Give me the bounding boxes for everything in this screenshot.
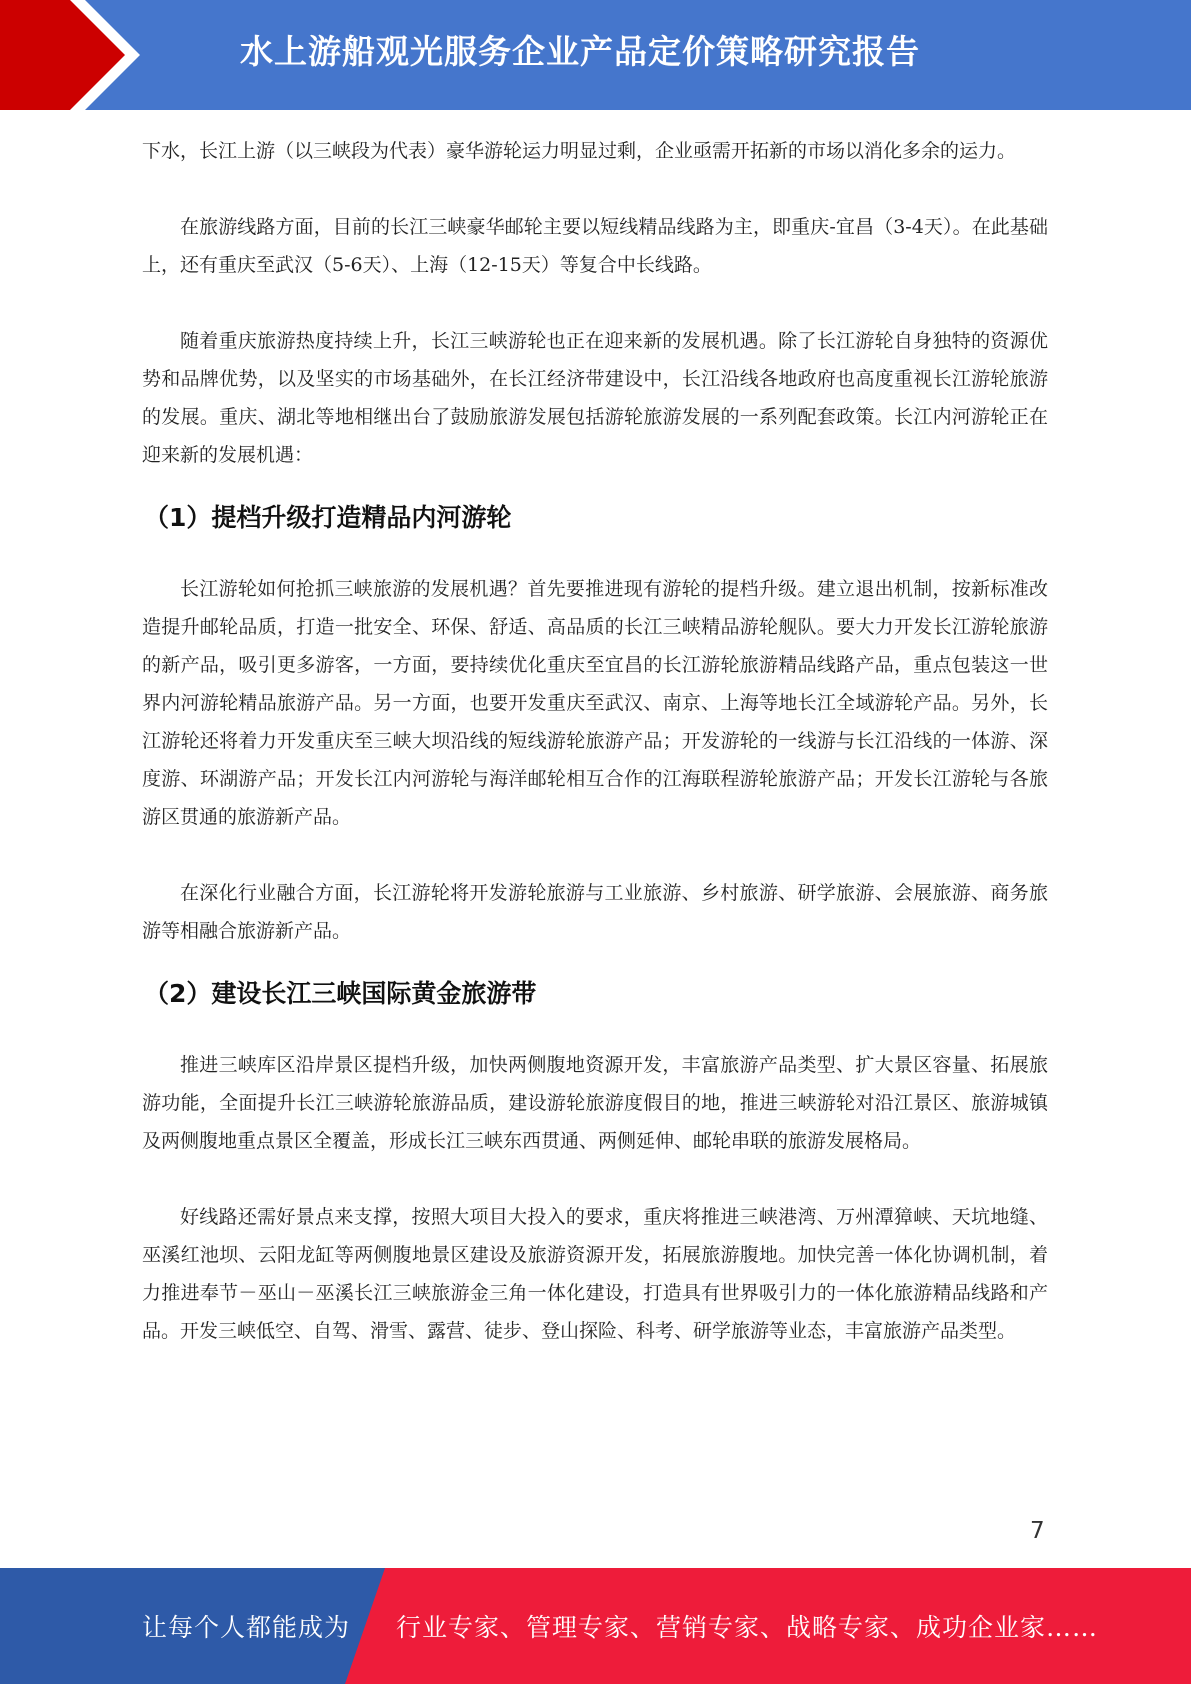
paragraph: 好线路还需好景点来支撑，按照大项目大投入的要求，重庆将推进三峡港湾、万州潭獐峡、天坑地缝、巫溪红池坝、云阳龙缸等两侧腹地景区建设及旅游资源开发，拓展旅游腹地。加快完善一体化协调机制，着力推进奉节－巫山－巫溪长江三峡旅游金三角一体化建设，打造具有世界吸引力的一体化旅游精品线路和产品。开发三峡低空、自驾、滑雪、露营、徒步、登山探险、科考、研学旅游等业态，丰富旅游产品类型。 xyxy=(142,1206,1048,1342)
paragraph: 下水，长江上游（以三峡段为代表）豪华游轮运力明显过剩，企业亟需开拓新的市场以消化多余的运力。 xyxy=(142,140,1017,162)
page-number: 7 xyxy=(1030,1518,1045,1544)
paragraph: 在旅游线路方面，目前的长江三峡豪华邮轮主要以短线精品线路为主，即重庆-宜昌（3-4天）。在此基础上，还有重庆至武汉（5-6天）、上海（12-15天）等复合中长线路。 xyxy=(142,216,1048,276)
section-heading: （1）提档升级打造精品内河游轮 xyxy=(144,503,512,532)
document-body xyxy=(142,132,1048,1350)
section-heading: （2）建设长江三峡国际黄金旅游带 xyxy=(144,979,537,1008)
report-title: 水上游船观光服务企业产品定价策略研究报告 xyxy=(240,32,920,71)
page-header xyxy=(0,0,1191,110)
page-footer xyxy=(0,1568,1191,1684)
paragraph: 在深化行业融合方面，长江游轮将开发游轮旅游与工业旅游、乡村旅游、研学旅游、会展旅游、商务旅游等相融合旅游新产品。 xyxy=(142,882,1048,942)
footer-slogan-right: 行业专家、管理专家、营销专家、战略专家、成功企业家…… xyxy=(396,1613,1099,1642)
paragraph: 推进三峡库区沿岸景区提档升级，加快两侧腹地资源开发，丰富旅游产品类型、扩大景区容量、拓展旅游功能，全面提升长江三峡游轮旅游品质，建设游轮旅游度假目的地，推进三峡游轮对沿江景区、旅游城镇及两侧腹地重点景区全覆盖，形成长江三峡东西贯通、两侧延伸、邮轮串联的旅游发展格局。 xyxy=(142,1054,1048,1152)
paragraph: 随着重庆旅游热度持续上升，长江三峡游轮也正在迎来新的发展机遇。除了长江游轮自身独特的资源优势和品牌优势，以及坚实的市场基础外，在长江经济带建设中，长江沿线各地政府也高度重视长江游轮旅游的发展。重庆、湖北等地相继出台了鼓励旅游发展包括游轮旅游发展的一系列配套政策。长江内河游轮正在迎来新的发展机遇： xyxy=(142,330,1048,466)
footer-slogan-left: 让每个人都能成为 xyxy=(142,1613,351,1642)
paragraph: 长江游轮如何抢抓三峡旅游的发展机遇？首先要推进现有游轮的提档升级。建立退出机制，按新标准改造提升邮轮品质，打造一批安全、环保、舒适、高品质的长江三峡精品游轮舰队。要大力开发长江游轮旅游的新产品，吸引更多游客，一方面，要持续优化重庆至宜昌的长江游轮旅游精品线路产品，重点包装这一世界内河游轮精品旅游产品。另一方面，也要开发重庆至武汉、南京、上海等地长江全域游轮产品。另外，长江游轮还将着力开发重庆至三峡大坝沿线的短线游轮旅游产品；开发游轮的一线游与长江沿线的一体游、深度游、环湖游产品；开发长江内河游轮与海洋邮轮相互合作的江海联程游轮旅游产品；开发长江游轮与各旅游区贯通的旅游新产品。 xyxy=(142,578,1048,828)
header-arrow-decoration xyxy=(0,0,160,110)
